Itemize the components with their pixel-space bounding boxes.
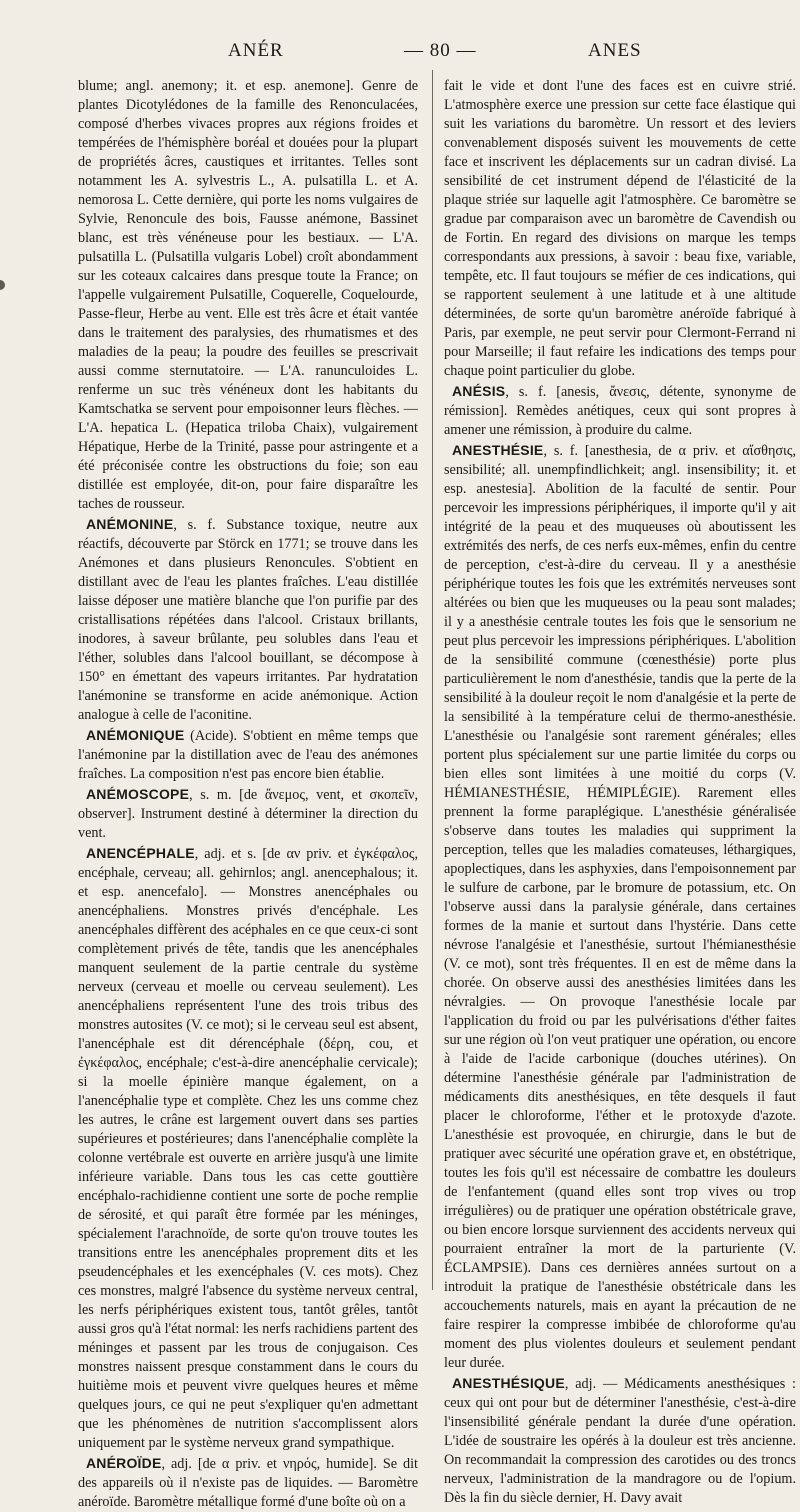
header-right-word: ANES bbox=[588, 40, 642, 61]
entry-anesis bbox=[444, 382, 796, 440]
entry-continuation: fait le vide et dont l'une des faces est en cuivre strié. L'atmosphère exerce une pression sur cette face élastique qui suit les variations du baromètre. Un ressort et des leviers convenablement disposés suivent les mouvements de cette face et inscrivent les déplacements sur un cadran divisé. La sensibilité de cet instrument dépend de l'élasticité de la plaque striée sur laquelle agit l'atmosphère. Ce baromètre se gradue par comparaison avec un baromètre de Cavendish ou de Fortin. En regard des divisions on marque les temps correspondants aux pressions, à savoir : beau fixe, variable, tempête, etc. Il faut toujours se méfier de ces indications, qui se rapportent seulement à une latitude et à une altitude déterminées, de sorte qu'un baromètre anéroïde fabriqué à Paris, par exemple, ne peut servir pour Clermont-Ferrand ni pour Marseille; il faut refaire les indications des temps pour chaque point particulier du globe. bbox=[444, 78, 796, 379]
entry-body: , s. f. [anesthesia, de α priv. et αἴσθησις, sensibilité; all. unempfindlichkeit; angl. insensibility; it. et esp. anestesia]. Abolition de la faculté de sentir. Pour percevoir les impressions périphériques, il importe qu'il y ait intégrité de la peau et des muqueuses où aboutissent les extrémités des nerfs, de ces nerfs eux-mêmes, enfin du centre de perception, c'est-à-dire du cerveau. Il y a anesthésie périphérique toutes les fois que les extrémités nerveuses sont altérées ou bien que les muqueuses ou la peau sont malades; il y a anesthésie centrale toutes les fois que le sensorium ne peut plus percevoir les impressions périphériques. L'abolition de la sensibilité commune (cœnesthésie) porte plus particulièrement le nom d'anesthésie, tandis que la perte de la sensibilité à la douleur reçoit le nom d'analgésie et la perte de la sensibilité à la température celui de thermo-anesthésie. L'anesthésie ou l'analgésie sont rarement générales; elles portent plus spécialement sur une partie limitée du corps ou bien elles sont limitées à une moitié du corps (V. HÉMIANESTHÉSIE, HÉMIPLÉGIE). Rarement elles prennent la forme paraplégique. L'anesthésie généralisée s'observe dans toutes les maladies qui suppriment la perception, telles que les maladies comateuses, léthargiques, apoplectiques, dans les asphyxies, dans l'empoisonnement par le sulfure de carbone, par le bromure de potassium, etc. On l'observe aussi dans la paralysie générale, dans certaines formes de la manie et surtout dans l'hystérie. Dans cette névrose l'analgésie et l'anesthésie, surtout l'hémianesthésie (V. ce mot), sont très fréquentes. Il en est de même dans la chorée. On observe aussi des anesthésies limitées dans les névralgies. — On provoque l'anesthésie locale par l'application du froid ou par les pulvérisations d'éther faites sur une région où l'on veut pratiquer une opération, ou encore à l'aide de l'acide carbonique (douches utérines). On détermine l'anesthésie générale par l'administration de médicaments dits anesthésiques, en tête desquels il faut placer le chloroforme, l'éther et le protoxyde d'azote. L'anesthésie est provoquée, en chirurgie, dans le but de pratiquer avec sécurité une opération grave et, en obstétrique, toutes les fois qu'il est nécessaire de combattre les douleurs de l'enfantement (quand elles sont trop vives ou trop irrégulières) ou de pratiquer une opération obstétricale grave, ou bien encore lorsque surviennent des accidents nerveux qui pourraient entraîner la mort de la parturiente (V. ÉCLAMPSIE). Dans ces dernières années surtout on a introduit la pratique de l'anesthésie obstétricale dans les accouchements naturels, mais en ayant la précaution de ne faire respirer la compresse imbibée de chloroforme qu'au moment des plus violentes douleurs et seulement pendant leur durée. bbox=[444, 443, 796, 1371]
entry-continuation: blume; angl. anemony; it. et esp. anemone]. Genre de plantes Dicotylédones de la famille des Renonculacées, composé d'herbes vivaces propres aux régions froides et tempérées de l'hémisphère boréal et douées pour la plupart de propriétés âcres, caustiques et irritantes. Telles sont notamment les A. sylvestris L., A. pulsatilla L. et A. nemorosa L. Cette dernière, qui porte les noms vulgaires de Sylvie, Renoncule des bois, Fausse anémone, Bassinet blanc, est très vénéneuse pour les bestiaux. — L'A. pulsatilla L. (Pulsatilla vulgaris Lobel) croît abondamment sur les coteaux calcaires dans presque toute la France; on l'appelle vulgairement Pulsatille, Coquerelle, Coquelourde, Passe-fleur, Herbe au vent. Elle est très âcre et était vantée dans le traitement des paralysies, des rhumatismes et des maladies de la peau; la poudre des feuilles se prescrivait aussi comme sternutatoire. — L'A. ranunculoides L. renferme un suc très vénéneux dont les habitants du Kamtschatka se servent pour empoisonner leurs flèches. — L'A. hepatica L. (Hepatica triloba Chaix), vulgairement Hépatique, Herbe de la Trinité, passe pour astringente et a été préconisée contre les obstructions du foie; son eau distillée est employée, dit-on, pour faire disparaître les taches de rousseur. bbox=[78, 78, 418, 512]
entry-body: , adj. — Médicaments anesthésiques : ceux qui ont pour but de déterminer l'anesthésie, c'est-à-dire l'insensibilité générale pendant la durée d'une opération. L'idée de soustraire les opérés à la douleur est très ancienne. On recommandait la compression des carotides ou des troncs nerveux, l'administration de la mandragore ou de l'opium. Dès la fin du siècle dernier, H. Davy avait bbox=[444, 1376, 796, 1506]
entry-body: , s. f. [anesis, ἄνεσις, détente, synonyme de rémission]. Remèdes anétiques, ceux qui sont propres à amener une rémission, à produire du calme. bbox=[444, 384, 796, 438]
left-column bbox=[78, 76, 418, 1510]
header-left-word: ANÉR bbox=[228, 40, 284, 61]
page-number: — 80 — bbox=[404, 40, 477, 61]
entry-body: , adj. [de α priv. et νηρός, humide]. Se dit des appareils où il n'existe pas de liquides. — Baromètre anéroïde. Baromètre métallique formé d'une boîte où on a bbox=[78, 1456, 418, 1510]
headword: ANESTHÉSIQUE bbox=[452, 1375, 565, 1391]
page-edge-mark bbox=[0, 280, 5, 290]
headword: ANÉMOSCOPE bbox=[86, 786, 190, 802]
entry-anencephale bbox=[78, 844, 418, 1453]
entry-body: , s. f. Substance toxique, neutre aux réactifs, découverte par Störck en 1771; se trouve dans les Anémones et dans plusieurs Renoncules. S'obtient en distillant avec de l'eau les plantes fraîches. L'eau distillée laisse déposer une matière blanche que l'on purifie par des cristallisations répétées dans l'alcool. Cristaux brillants, inodores, à saveur brûlante, peu solubles dans l'eau et l'éther, solubles dans l'alcool bouillant, se décompose à 150° en émettant des vapeurs irritantes. Par hydratation l'anémonine se transforme en acide anémonique. Action analogue à celle de l'aconitine. bbox=[78, 517, 418, 723]
entry-anesthesie bbox=[444, 441, 796, 1373]
entry-body: (Acide). S'obtient en même temps que l'anémonine par la distillation avec de l'eau des anémones fraîches. La composition n'est pas encore bien établie. bbox=[78, 728, 418, 782]
entry-anemonine bbox=[78, 515, 418, 725]
right-column bbox=[444, 76, 796, 1506]
entry-anemoscope bbox=[78, 785, 418, 843]
headword: ANÉMONIQUE bbox=[86, 727, 185, 743]
entry-anesthesique bbox=[444, 1374, 796, 1508]
column-divider bbox=[432, 70, 433, 1290]
entry-anemonique bbox=[78, 726, 418, 784]
entry-body: , s. m. [de ἄνεμος, vent, et σκοπεῖν, observer]. Instrument destiné à déterminer la direction du vent. bbox=[78, 787, 418, 841]
headword: ANESTHÉSIE bbox=[452, 442, 544, 458]
headword: ANENCÉPHALE bbox=[86, 845, 195, 861]
entry-aneroide bbox=[78, 1454, 418, 1512]
headword: ANÉMONINE bbox=[86, 516, 174, 532]
headword: ANÉROÏDE bbox=[86, 1455, 162, 1471]
running-header bbox=[0, 32, 800, 62]
entry-body: , adj. et s. [de αν priv. et ἐγκέφαλος, encéphale, cerveau; all. gehirnlos; angl. anencephalous; it. et esp. anencefalo]. — Monstres anencéphales ou anencéphaliens. Monstres privés d'encéphale. Les anencéphales diffèrent des acéphales en ce que ceux-ci sont complètement privés de tête, tandis que les anencéphales manquent seulement de la partie centrale du système nerveux (cerveau et moelle ou cerveau seulement). Les anencéphaliens représentent l'une des trois tribus des monstres autosites (V. ce mot); si le cerveau seul est absent, l'anencéphale est dit dérencéphale (δέρη, cou, et ἐγκέφαλος, encéphale; c'est-à-dire anencéphalie cervicale); si la moelle épinière manque également, on a l'anencéphalie type et complète. Chez les uns comme chez les autres, le crâne est largement ouvert dans ses parties supérieures et postérieures; dans l'anencéphalie complète la colonne vertébrale est ouverte en arrière jusqu'à une limite inférieure variable. Dans tous les cas cette gouttière encéphalo-rachidienne contient une sorte de poche remplie de sérosité, et qui paraît être formée par les méninges, spécialement l'arachnoïde, de sorte qu'on trouve toutes les transitions entre les anencéphales proprement dits et les pseudencéphales et les exencéphales (V. ces mots). Chez ces monstres, malgré l'absence du système nerveux central, les nerfs périphériques existent tous, tantôt grêles, tantôt aussi gros qu'à l'état normal: les nerfs rachidiens partent des méninges et passent par les trous de conjugaison. Ces monstres naissent presque constamment dans le cours du huitième mois et peuvent vivre quelques heures et même quelques jours, ce qui ne peut s'expliquer qu'en admettant que les phénomènes de nutrition s'accomplissent alors uniquement par le système nerveux grand sympathique. bbox=[78, 846, 418, 1451]
headword: ANÉSIS bbox=[452, 383, 506, 399]
